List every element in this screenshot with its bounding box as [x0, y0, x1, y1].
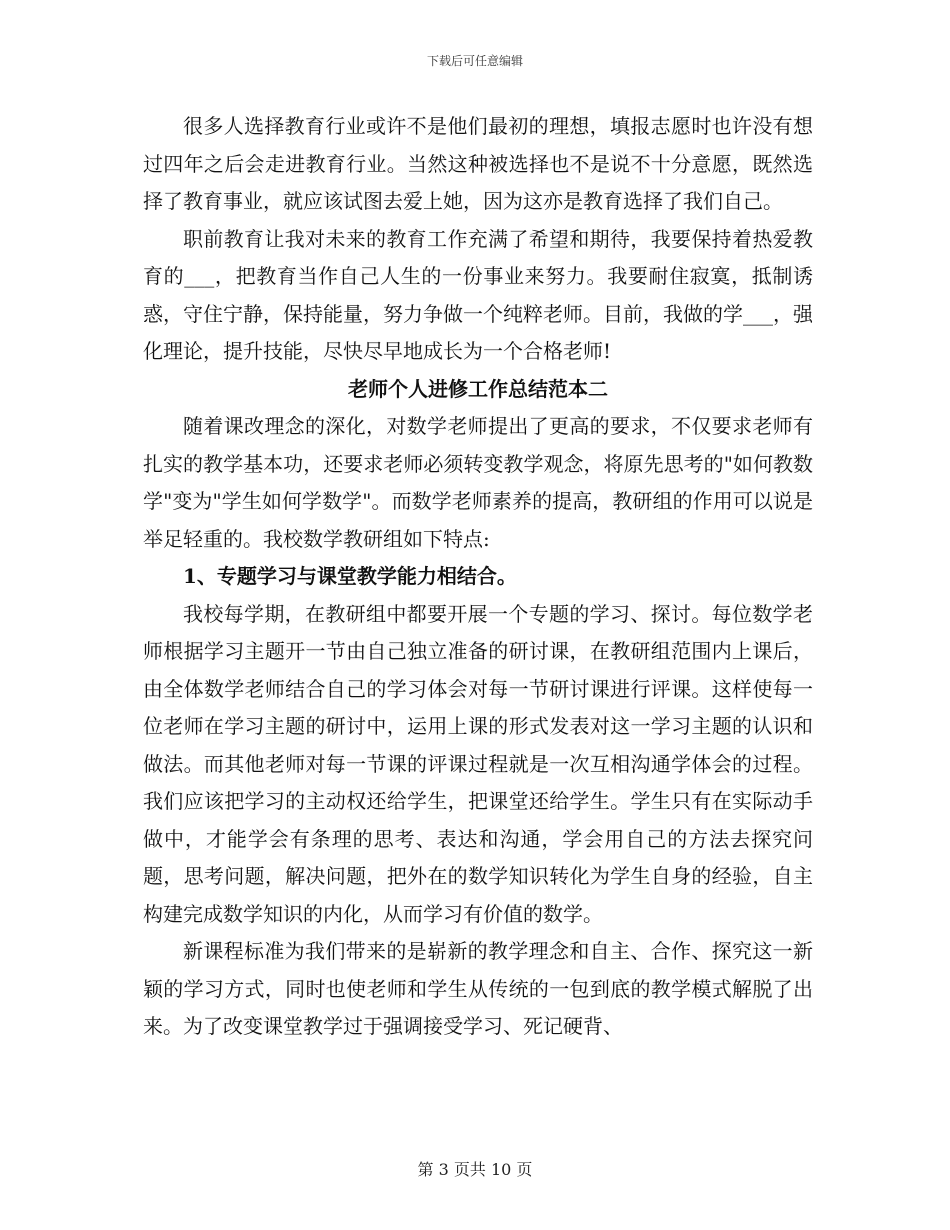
subheading-1: 1、专题学习与课堂教学能力相结合。: [183, 564, 517, 588]
paragraph-3: 随着课改理念的深化，对数学老师提出了更高的要求，不仅要求老师有扎实的教学基本功，还要求老师必须转变教学观念，将原先思考的"如何教数学"变为"学生如何学数学"。而数学老师素养的提高，教研组的作用可以说是举足轻重的。我校数学教研组如下特点:: [143, 414, 813, 551]
document-body: [143, 108, 813, 1046]
paragraph-1: 很多人选择教育行业或许不是他们最初的理想，填报志愿时也许没有想过四年之后会走进教育行业。当然这种被选择也不是说不十分意愿，既然选择了教育事业，就应该试图去爱上她，因为这亦是教育选择了我们自己。: [143, 114, 813, 213]
paragraph-4: 我校每学期，在教研组中都要开展一个专题的学习、探讨。每位数学老师根据学习主题开一节由自己独立准备的研讨课，在教研组范围内上课后，由全体数学老师结合自己的学习体会对每一节研讨课进行评课。这样使每一位老师在学习主题的研讨中，运用上课的形式发表对这一学习主题的认识和做法。而其他老师对每一节课的评课过程就是一次互相沟通学体会的过程。我们应该把学习的主动权还给学生，把课堂还给学生。学生只有在实际动手做中，才能学会有条理的思考、表达和沟通，学会用自己的方法去探究问题，思考问题，解决问题，把外在的数学知识转化为学生自身的经验，自主构建完成数学知识的内化，从而学习有价值的数学。: [143, 601, 813, 926]
page-footer: 第 3 页共 10 页: [417, 1160, 533, 1179]
paragraph-5: 新课程标准为我们带来的是崭新的教学理念和自主、合作、探究这一新颖的学习方式，同时也使老师和学生从传统的一包到底的教学模式解脱了出来。为了改变课堂教学过于强调接受学习、死记硬背、: [143, 939, 813, 1038]
paragraph-2: 职前教育让我对未来的教育工作充满了希望和期待，我要保持着热爱教育的___，把教育当作自己人生的一份事业来努力。我要耐住寂寞，抵制诱惑，守住宁静，保持能量，努力争做一个纯粹老师。目前，我做的学___，强化理论，提升技能，尽快尽早地成长为一个合格老师!: [143, 226, 813, 363]
section-title: 老师个人进修工作总结范本二: [348, 376, 608, 401]
page-header: 下载后可任意编辑: [426, 54, 523, 68]
